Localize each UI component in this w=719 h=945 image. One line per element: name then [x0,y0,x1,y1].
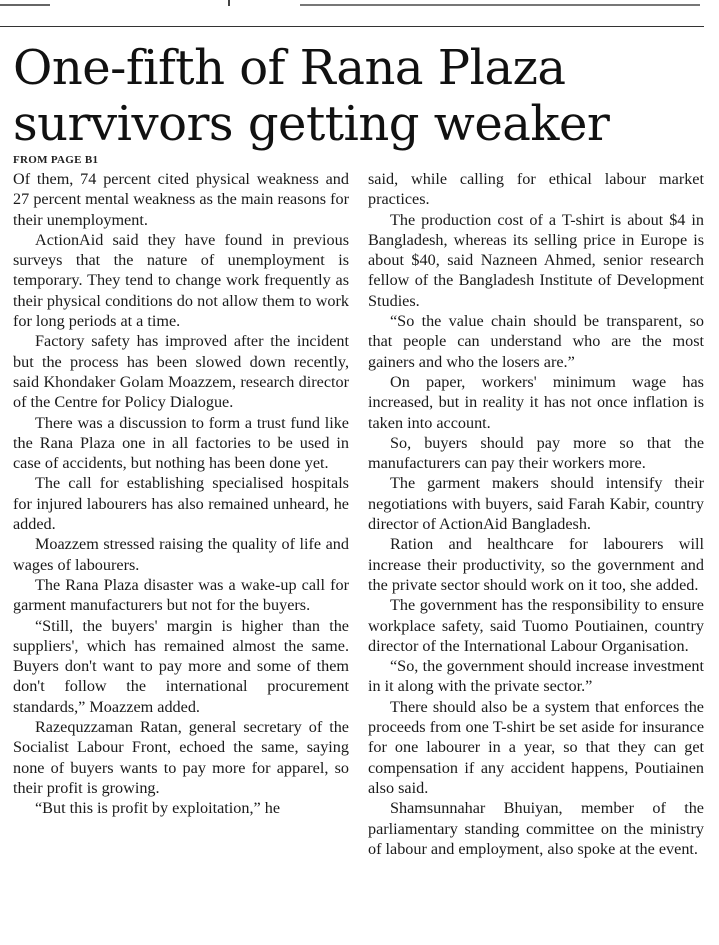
paragraph: “So, the government should increase investment in it along with the private sector.” [368,657,704,696]
paragraph: Ration and healthcare for labourers will increase their productivity, so the government and the private sector should work on it too, she added. [368,535,704,594]
header-fragment-left [0,0,50,6]
paragraph: The production cost of a T-shirt is about $4 in Bangladesh, whereas its selling price in Europe is about $40, said Nazneen Ahmed, senior research fellow of the Bangladesh Institute of Development Studies. [368,210,704,310]
header-fragment-right [300,0,700,6]
paragraph: “Still, the buyers' margin is higher than the suppliers', which has remained almost the same. Buyers don't want to pay more and some of them don't follow the international procurement standards,” Moazzem added. [13,616,349,716]
paragraph: “So the value chain should be transparent, so that people can understand who are the most gainers and who the losers are.” [368,312,704,371]
paragraph: On paper, workers' minimum wage has increased, but in reality it has not once inflation is taken into account. [368,372,704,432]
paragraph: The call for establishing specialised hospitals for injured labourers has also remained unheard, he added. [13,474,349,534]
paragraph: The garment makers should intensify their negotiations with buyers, said Farah Kabir, country director of ActionAid Bangladesh. [368,474,704,534]
paragraph: Factory safety has improved after the incident but the process has been slowed down recently, said Khondaker Golam Moazzem, research director of the Centre for Policy Dialogue. [13,332,349,412]
cropped-header-strip [0,0,704,6]
headline-line-1: One-fifth of Rana Plaza [13,40,566,96]
paragraph: The Rana Plaza disaster was a wake-up call for garment manufacturers but not for the buyers. [13,575,349,615]
paragraph: said, while calling for ethical labour market practices. [368,170,704,209]
header-separator [228,0,230,6]
paragraph: Moazzem stressed raising the quality of life and wages of labourers. [13,535,349,574]
header-rule [0,26,704,27]
paragraph: Shamsunnahar Bhuiyan, member of the parliamentary standing committee on the ministry of labour and employment, also spoke at the event. [368,799,704,858]
continuation-label: FROM PAGE B1 [13,154,99,166]
paragraph: ActionAid said they have found in previous surveys that the nature of unemployment is temporary. They tend to change work frequently as their physical conditions do not allow them to work for long periods at a time. [13,230,349,331]
paragraph: So, buyers should pay more so that the manufacturers can pay their workers more. [368,433,704,473]
headline [13,40,703,152]
paragraph: Of them, 74 percent cited physical weakness and 27 percent mental weakness as the main reasons for their unemployment. [13,170,349,229]
headline-line-2: survivors getting weaker [13,96,610,152]
right-column [368,169,704,859]
paragraph: “But this is profit by exploitation,” he [35,799,281,818]
paragraph: The government has the responsibility to ensure workplace safety, said Tuomo Poutiainen, country director of the International Labour Organisation. [368,596,704,655]
paragraph: There should also be a system that enforces the proceeds from one T-shirt be set aside for insurance for one labourer in a year, so that they can get compensation if any accident happens, Poutiainen also said. [368,697,704,797]
paragraph: Razequzzaman Ratan, general secretary of the Socialist Labour Front, echoed the same, saying none of buyers wants to pay more for apparel, so their profit is growing. [13,718,349,797]
left-column [13,169,349,819]
paragraph: There was a discussion to form a trust fund like the Rana Plaza one in all factories to be used in case of accidents, but nothing has been done yet. [13,413,349,473]
